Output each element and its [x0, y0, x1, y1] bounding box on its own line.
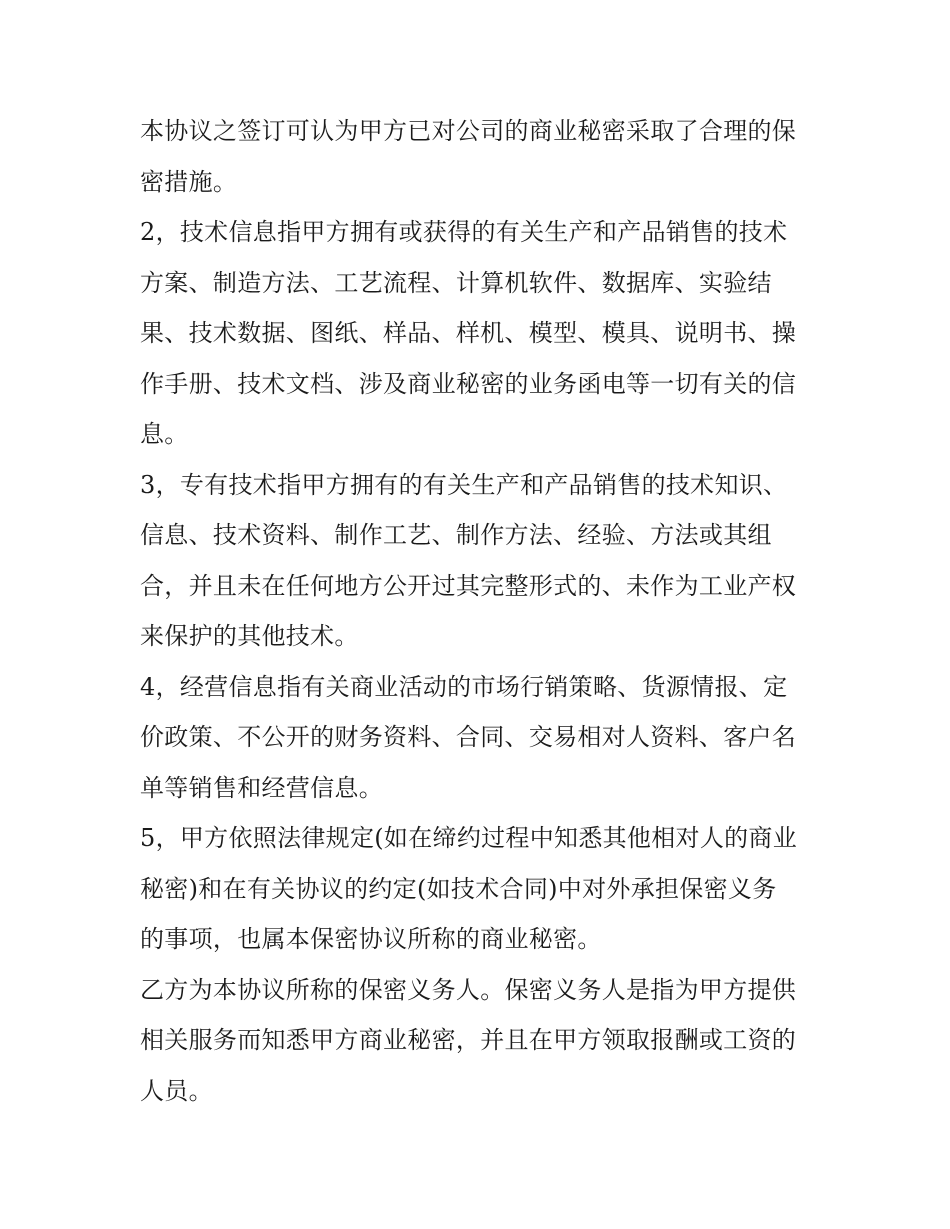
text-line: 秘密)和在有关协议的约定(如技术合同)中对外承担保密义务 — [140, 874, 777, 903]
text-line: 来保护的其他技术。 — [140, 622, 359, 650]
text-line: 单等销售和经营信息。 — [140, 773, 383, 802]
text-line: 作手册、技术文档、涉及商业秘密的业务函电等一切有关的信 — [140, 369, 797, 398]
text-line: 本协议之签订可认为甲方已对公司的商业秘密采取了合理的保 — [140, 117, 797, 145]
text-line: 密措施。 — [140, 167, 238, 196]
text-line: 合，并且未在任何地方公开过其完整形式的、未作为工业产权 — [140, 571, 797, 600]
text-line: 相关服务而知悉甲方商业秘密，并且在甲方领取报酬或工资的 — [140, 1026, 797, 1054]
text-line: 人员。 — [140, 1076, 213, 1105]
paragraph-legal-obligations — [140, 813, 820, 965]
text-line: 的事项，也属本保密协议所称的商业秘密。 — [140, 925, 602, 953]
text-line: 信息、技术资料、制作工艺、制作方法、经验、方法或其组 — [140, 521, 772, 549]
text-line: 3，专有技术指甲方拥有的有关生产和产品销售的技术知识、 — [140, 470, 788, 499]
paragraph-protection-measures — [140, 106, 820, 207]
paragraph-know-how — [140, 460, 820, 662]
text-line: 2，技术信息指甲方拥有或获得的有关生产和产品销售的技术 — [140, 218, 788, 246]
text-line: 4，经营信息指有关商业活动的市场行销策略、货源情报、定 — [140, 672, 788, 701]
text-line: 5，甲方依照法律规定(如在缔约过程中知悉其他相对人的商业 — [140, 824, 798, 852]
paragraph-technical-information — [140, 207, 820, 460]
text-line: 果、技术数据、图纸、样品、样机、模型、模具、说明书、操 — [140, 319, 797, 347]
text-line: 价政策、不公开的财务资料、合同、交易相对人资料、客户名 — [140, 723, 797, 751]
paragraph-business-information — [140, 662, 820, 814]
document-body — [140, 106, 820, 1116]
text-line: 方案、制造方法、工艺流程、计算机软件、数据库、实验结 — [140, 268, 772, 297]
text-line: 息。 — [140, 420, 189, 448]
text-line: 乙方为本协议所称的保密义务人。保密义务人是指为甲方提供 — [140, 975, 797, 1004]
paragraph-confidentiality-obligor — [140, 965, 820, 1117]
